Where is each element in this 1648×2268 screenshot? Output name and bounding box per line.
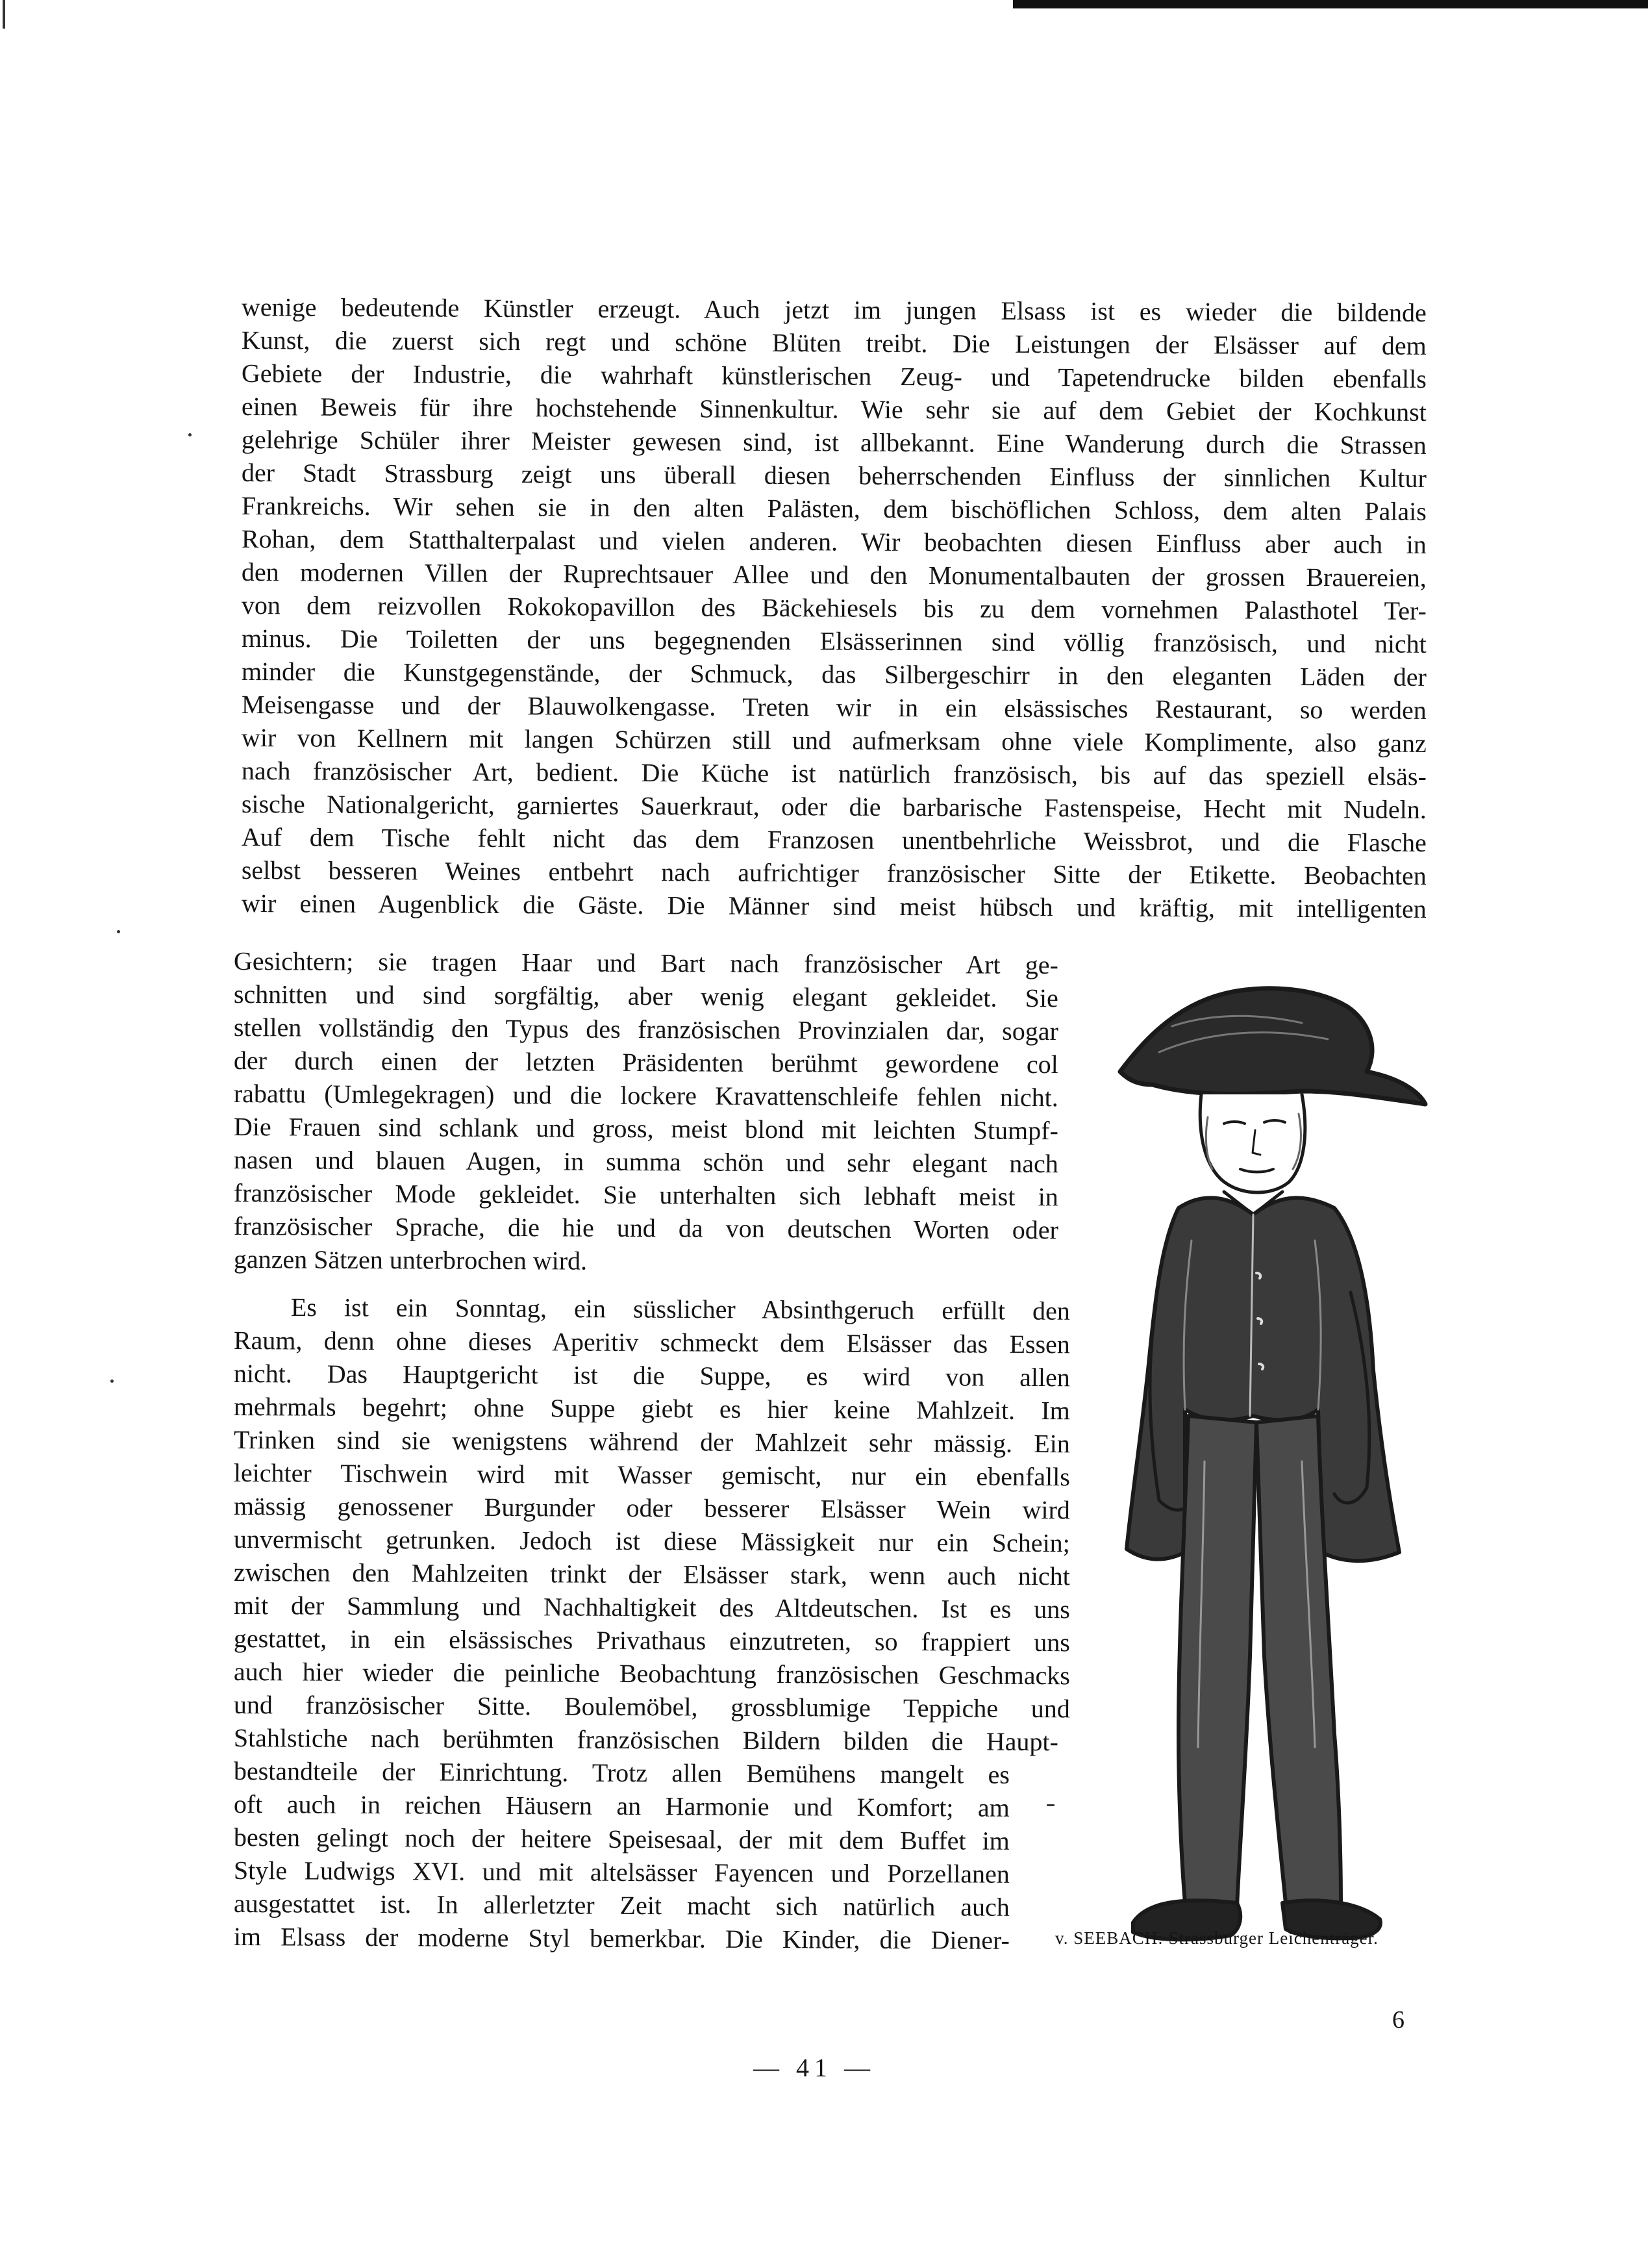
text-line: Gebiete der Industrie, die wahrhaft künstlerischen Zeug- und Tapetendrucke bilden ebenfalls xyxy=(241,359,1427,394)
text-line: Frankreichs. Wir sehen sie in den alten Palästen, dem bischöflichen Schloss, dem alten Palais xyxy=(241,491,1427,526)
text-line: gestattet, in ein elsässisches Privathaus einzutreten, so frappiert uns xyxy=(233,1624,1070,1657)
scan-speck xyxy=(117,930,120,933)
text-line: im Elsass der moderne Styl bemerkbar. Die Kinder, die Diener- xyxy=(233,1922,1010,1955)
page-number: — 41 — xyxy=(753,2053,875,2082)
text-line: oft auch in reichen Häusern an Harmonie und Komfort; am xyxy=(233,1789,1010,1822)
text-line: Rohan, dem Statthalterpalast und vielen anderen. Wir beobachten diesen Einfluss aber auch in xyxy=(241,524,1427,559)
text-line: besten gelingt noch der heitere Speisesaal, der mit dem Buffet im xyxy=(233,1822,1010,1856)
text-line: einen Beweis für ihre hochstehende Sinnenkultur. Wie sehr sie auf dem Gebiet der Kochkunst xyxy=(241,392,1427,427)
text-line: rabattu (Umlegekragen) und die lockere Kravattenschleife fehlen nicht. xyxy=(233,1079,1058,1113)
text-line: der durch einen der letzten Präsidenten berühmt gewordene col xyxy=(233,1046,1058,1079)
text-line: bestandteile der Einrichtung. Trotz allen Bemühens mangelt es xyxy=(233,1756,1010,1789)
text-line: von dem reizvollen Rokokopavillon des Bäckehiesels bis zu dem vornehmen Palasthotel Ter- xyxy=(241,590,1427,625)
text-line: Stahlstiche nach berühmten französischen Bildern bilden die Haupt- xyxy=(233,1723,1058,1757)
text-line: Kunst, die zuerst sich regt und schöne Blüten treibt. Die Leistungen der Elsässer auf dem xyxy=(241,325,1427,360)
text-line: unvermischt getrunken. Jedoch ist diese Mässigkeit nur ein Schein; xyxy=(233,1524,1070,1558)
text-line: gelehrige Schüler ihrer Meister gewesen sind, ist allbekannt. Eine Wanderung durch die Strassen xyxy=(241,425,1427,460)
illustration-leichentraeger xyxy=(1094,968,1445,1968)
scan-speck xyxy=(1047,1804,1055,1806)
text-line: französischer Mode gekleidet. Sie unterhalten sich lebhaft meist in xyxy=(233,1178,1058,1212)
text-line: wir von Kellnern mit langen Schürzen still und aufmerksam ohne viele Komplimente, also ganz xyxy=(241,723,1427,758)
text-line: nasen und blauen Augen, in summa schön und sehr elegant nach xyxy=(233,1145,1058,1179)
text-line: mit der Sammlung und Nachhaltigkeit des Altdeutschen. Ist es uns xyxy=(233,1591,1070,1624)
text-line: Auf dem Tische fehlt nicht das dem Franzosen unentbehrliche Weissbrot, und die Flasche xyxy=(241,822,1427,857)
text-line: der Stadt Strassburg zeigt uns überall diesen beherrschenden Einfluss der sinnlichen Kultur xyxy=(241,458,1427,493)
text-line: und französischer Sitte. Boulemöbel, grossblumige Teppiche und xyxy=(233,1690,1070,1724)
scan-border-top xyxy=(1013,0,1648,8)
text-line: wir einen Augenblick die Gäste. Die Männer sind meist hübsch und kräftig, mit intelligenten xyxy=(241,888,1427,924)
text-line: Trinken sind sie wenigstens während der Mahlzeit sehr mässig. Ein xyxy=(233,1425,1070,1459)
scan-speck xyxy=(110,1380,114,1383)
text-line: auch hier wieder die peinliche Beobachtung französischen Geschmacks xyxy=(233,1657,1070,1691)
text-line: Style Ludwigs XVI. und mit altelsässer Fayencen und Porzellanen xyxy=(233,1856,1010,1889)
scan-speck xyxy=(188,433,192,436)
text-line: Die Frauen sind schlank und gross, meist blond mit leichten Stumpf- xyxy=(233,1112,1058,1146)
text-line: minus. Die Toiletten der uns begegnenden Elsässerinnen sind völlig französisch, und nicht xyxy=(241,624,1427,659)
text-line: Raum, denn ohne dieses Aperitiv schmeckt dem Elsässer das Essen xyxy=(233,1326,1070,1359)
text-line: selbst besseren Weines entbehrt nach aufrichtiger französischer Sitte der Etikette. Beobachten xyxy=(241,855,1427,890)
figure-caption: v. SEEBACH: Strassburger Leichenträger. xyxy=(1055,1928,1379,1948)
text-line: minder die Kunstgegenstände, der Schmuck, das Silbergeschirr in den eleganten Läden der xyxy=(241,657,1427,692)
text-line: leichter Tischwein wird mit Wasser gemischt, nur ein ebenfalls xyxy=(233,1458,1070,1492)
text-line: stellen vollständig den Typus des französischen Provinzialen dar, sogar xyxy=(233,1013,1058,1046)
text-line: ausgestattet ist. In allerletzter Zeit macht sich natürlich auch xyxy=(233,1889,1010,1922)
text-line: nach französischer Art, bedient. Die Küche ist natürlich französisch, bis auf das speziell elsäs- xyxy=(241,756,1427,791)
text-line: schnitten und sind sorgfältig, aber wenig elegant gekleidet. Sie xyxy=(233,979,1058,1013)
text-line: französischer Sprache, die hie und da von deutschen Worten oder xyxy=(233,1211,1058,1245)
scan-border-left xyxy=(3,0,5,29)
text-line: mässig genossener Burgunder oder besserer Elsässer Wein wird xyxy=(233,1491,1070,1525)
text-line: wenige bedeutende Künstler erzeugt. Auch jetzt im jungen Elsass ist es wieder die bildende xyxy=(241,292,1427,327)
text-line: Meisengasse und der Blauwolkengasse. Treten wir in ein elsässisches Restaurant, so werden xyxy=(241,690,1427,725)
text-line: sische Nationalgericht, garniertes Sauerkraut, oder die barbarische Fastenspeise, Hecht mit Nudeln. xyxy=(241,789,1427,824)
text-line: Es ist ein Sonntag, ein süsslicher Absinthgeruch erfüllt den xyxy=(290,1292,1070,1326)
text-line: nicht. Das Hauptgericht ist die Suppe, es wird von allen xyxy=(233,1359,1070,1392)
text-line: Gesichtern; sie tragen Haar und Bart nach französischer Art ge- xyxy=(233,946,1058,980)
signature-mark: 6 xyxy=(1392,2006,1405,2034)
text-line: den modernen Villen der Ruprechtsauer Allee und den Monumentalbauten der grossen Brauereien, xyxy=(241,557,1427,592)
text-line: zwischen den Mahlzeiten trinkt der Elsässer stark, wenn auch nicht xyxy=(233,1557,1070,1591)
text-line: ganzen Sätzen unterbrochen wird. xyxy=(233,1244,588,1276)
text-line: mehrmals begehrt; ohne Suppe giebt es hier keine Mahlzeit. Im xyxy=(233,1392,1070,1426)
